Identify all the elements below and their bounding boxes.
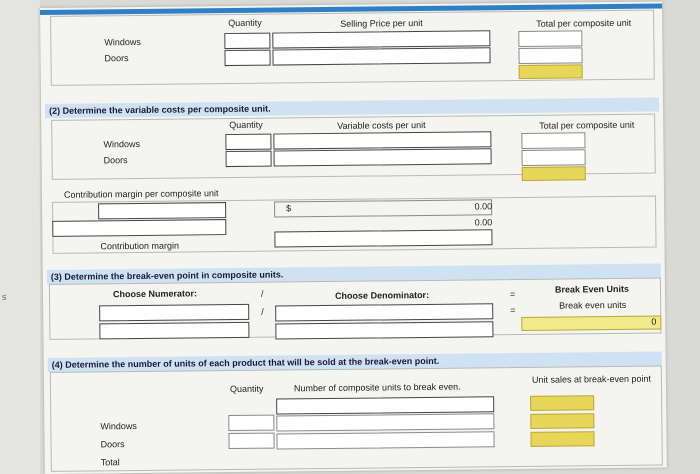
- s4-row-total: Total: [100, 457, 120, 468]
- s4-windows-sales-cell: [530, 395, 594, 411]
- slash-1: /: [260, 288, 264, 299]
- s1-windows-price-input[interactable]: [272, 30, 490, 48]
- s2-col-costs: Variable costs per unit: [337, 119, 426, 131]
- s1-col-price: Selling Price per unit: [340, 17, 423, 29]
- s1-col-total: Total per composite unit: [536, 17, 632, 29]
- section3-title: (3) Determine the break-even point in composite units.: [50, 269, 284, 282]
- s2-col-total: Total per composite unit: [539, 119, 635, 131]
- s4-row-windows: Windows: [100, 421, 137, 432]
- s2-row-doors: Doors: [103, 155, 128, 166]
- s2-row-windows: Windows: [103, 138, 140, 150]
- s1-doors-quantity-input[interactable]: [224, 50, 270, 66]
- numerator-value-input[interactable]: [99, 322, 249, 340]
- be-units-subheader: Break even units: [559, 299, 627, 311]
- cm-total-input[interactable]: [274, 229, 492, 247]
- cm-second-select[interactable]: [52, 219, 226, 237]
- section2-title: (2) Determine the variable costs per composite unit.: [49, 103, 271, 116]
- s2-windows-quantity-input[interactable]: [225, 134, 271, 150]
- s4-col-quantity: Quantity: [229, 383, 264, 395]
- s1-windows-total-input[interactable]: [518, 30, 582, 47]
- slash-2: /: [261, 306, 264, 317]
- s2-windows-cost-input[interactable]: [273, 131, 491, 149]
- cm-row-label: Contribution margin: [100, 240, 180, 252]
- s2-doors-cost-input[interactable]: [274, 148, 492, 166]
- s2-windows-total-input[interactable]: [521, 132, 585, 149]
- cm-value-1: 0.00: [474, 201, 493, 212]
- cm-value-2: 0.00: [474, 217, 493, 228]
- denominator-select[interactable]: [275, 303, 493, 321]
- s2-col-quantity: Quantity: [229, 119, 263, 131]
- cm-dollar-sign: $: [286, 203, 292, 214]
- s4-composite-units-input[interactable]: [276, 396, 494, 414]
- s2-composite-total-cell: [522, 166, 586, 181]
- s1-doors-price-input[interactable]: [272, 47, 490, 65]
- s4-doors-sales-cell: [530, 413, 594, 429]
- s4-doors-quantity-input[interactable]: [228, 433, 274, 449]
- s1-row-windows: Windows: [104, 36, 141, 48]
- be-units-value: 0: [521, 316, 661, 331]
- section4-title: (4) Determine the number of units of each product that will be sold at the break-even point.: [51, 355, 440, 370]
- s4-col-composite: Number of composite units to break even.: [293, 381, 461, 394]
- numerator-label: Choose Numerator:: [112, 288, 198, 300]
- edge-letter: s: [2, 292, 7, 302]
- s4-col-sales: Unit sales at break-even point: [531, 373, 652, 385]
- denominator-value-input[interactable]: [275, 321, 493, 339]
- s1-windows-quantity-input[interactable]: [224, 33, 270, 49]
- s1-composite-total-cell: [519, 64, 583, 79]
- s1-doors-total-input[interactable]: [518, 47, 582, 64]
- s4-row-doors: Doors: [100, 439, 125, 450]
- s1-col-quantity: Quantity: [228, 17, 262, 29]
- s2-doors-quantity-input[interactable]: [226, 151, 272, 167]
- cm-numerator-select[interactable]: [98, 202, 226, 219]
- left-panel-edge: [0, 0, 40, 474]
- numerator-select[interactable]: [99, 304, 249, 322]
- s4-windows-quantity-input[interactable]: [228, 415, 274, 431]
- s4-doors-units-input[interactable]: [276, 431, 494, 449]
- equals-2: =: [510, 305, 516, 316]
- equals-1: =: [509, 289, 516, 300]
- cm-per-composite-label: Contribution margin per composite unit: [63, 188, 219, 200]
- denominator-label: Choose Denominator:: [334, 289, 430, 301]
- s1-row-doors: Doors: [104, 53, 129, 64]
- be-units-header: Break Even Units: [554, 283, 630, 295]
- worksheet: [40, 1, 667, 473]
- s4-total-sales-cell: [530, 431, 594, 447]
- s2-doors-total-input[interactable]: [522, 149, 586, 166]
- s4-windows-units-input[interactable]: [276, 413, 494, 431]
